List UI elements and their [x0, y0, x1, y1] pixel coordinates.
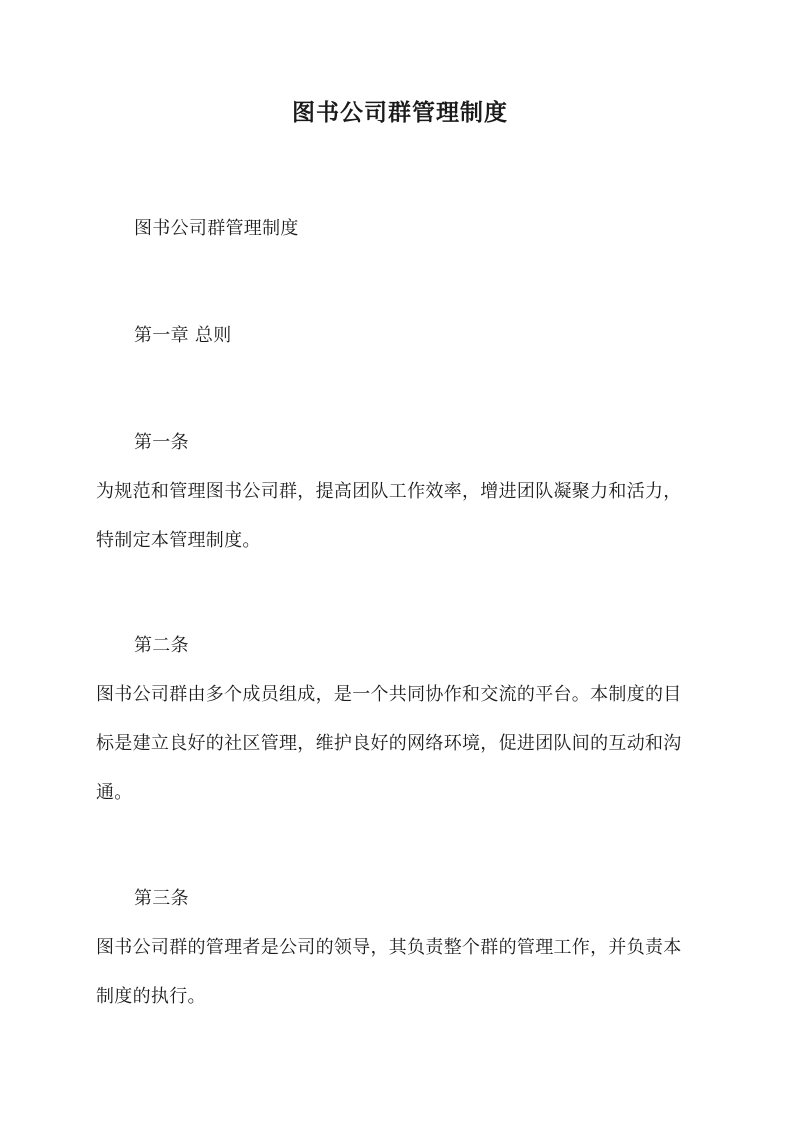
article-text-line: 图书公司群由多个成员组成，是一个共同协作和交流的平台。本制度的目 — [96, 684, 682, 705]
article-text-line: 制度的执行。 — [96, 986, 206, 1007]
article-label: 第三条 — [134, 888, 189, 909]
article-label: 第一条 — [134, 432, 189, 453]
article-text-line: 为规范和管理图书公司群，提高团队工作效率，增进团队凝聚力和活力， — [96, 481, 682, 502]
document-subtitle: 图书公司群管理制度 — [134, 218, 299, 239]
article-text-line: 通。 — [96, 782, 133, 803]
article-text-line: 标是建立良好的社区管理，维护良好的网络环境，促进团队间的互动和沟 — [96, 733, 682, 754]
article-label: 第二条 — [134, 635, 189, 656]
article-text-line: 图书公司群的管理者是公司的领导，其负责整个群的管理工作，并负责本 — [96, 937, 682, 958]
document-title: 图书公司群管理制度 — [292, 99, 508, 126]
article-text-line: 特制定本管理制度。 — [96, 530, 261, 551]
chapter-heading: 第一章 总则 — [134, 325, 232, 346]
